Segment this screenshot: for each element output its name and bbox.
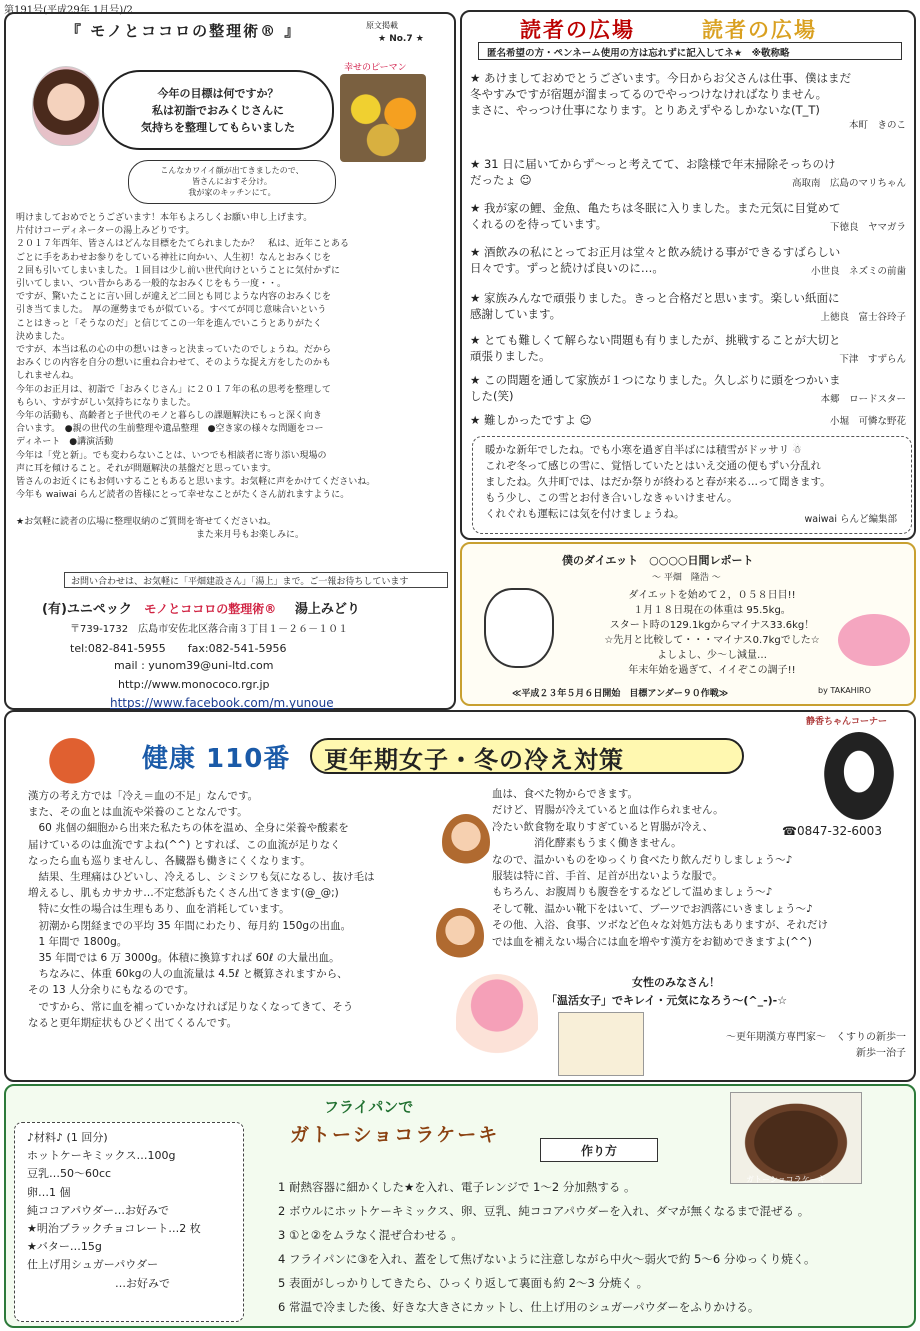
article-title: 『 モノとココロの整理術® 』 (66, 22, 302, 40)
diet-byline: by TAKAHIRO (818, 686, 871, 695)
article-sub: 原文掲載 (366, 21, 398, 30)
health-title: 健康 110番 (142, 744, 291, 774)
phone-number[interactable]: ☎0847-32-6003 (782, 824, 882, 838)
author-illustration (484, 588, 554, 668)
reader-item: ★ あけましておめでとうございます。今日からお父さんは仕事、僕はまだ 冬やすみですが宿題が溜まってるのでやっつけなければなりません。 まさに、やっつけ仕事になります。とりあえずやるしかないな(T_T) 本町 きのこ (470, 70, 910, 118)
recipe-subtitle: フライパンで (324, 1098, 414, 1116)
recipe-title: ガトーショコラケーキ (290, 1124, 500, 1146)
diet-author: ～ 平畑 隆浩 ～ (652, 573, 721, 583)
reader-item: ★ 我が家の鯉、金魚、亀たちは冬眠に入りました。また元気に目覚めて くれるのを待っています。 下徳良 ヤマガラ (470, 200, 910, 232)
editor-note: 暖かな新年でしたね。でも小寒を過ぎ自半ばには積雪がドッサリ ☃ これぞ冬って感じの雪に、覚悟していたとはいえ交通の便もずい分乱れ ましたね。久井町では、はだか祭りが終わると春が来る…って聞きます。 もう少し、この雪とお付き合いしなきゃいけません。 くれぐれも運転には気を付けましょうね。 waiwai らんど編集部 (472, 436, 912, 534)
recipe-step: 6 常温で冷ました後、好きな大きさにカットし、仕上げ用のシュガーパウダーをふりかける。 (278, 1300, 760, 1314)
pepper-photo (340, 74, 426, 162)
recipe-step: 2 ボウルにホットケーキミックス、卵、豆乳、純ココアパウダーを入れ、ダマが無くなるまで混ぜる 。 (278, 1204, 810, 1218)
diet-report (460, 542, 916, 706)
address: 〒739-1732 広島市安佐北区落合南３丁目１－２６－１０１ (70, 624, 349, 635)
facebook-link[interactable]: https://www.facebook.com/m.yunoue (110, 696, 334, 710)
company-name: (有)ユニペック (42, 602, 132, 617)
women-heading: 女性のみなさん！ (632, 976, 720, 989)
towel-woman-illustration (456, 974, 538, 1064)
reader-item: ★ とても難しくて解らない問題も有りましたが、挑戦することが大切と 頑張りました。 下津 すずらん (470, 332, 910, 364)
girl-illustration (442, 814, 490, 870)
cake-photo (730, 1092, 862, 1184)
reader-item: ★ 31 日に届いてからず～っと考えてて、お陰様で年末掃除そっちのけ だったょ ☺ 高取南 広島のマリちゃん (470, 156, 910, 188)
cold-girl-illustration (436, 908, 484, 964)
pig-illustration (838, 614, 910, 666)
how-to-heading: 作り方 (540, 1138, 658, 1162)
expert-name: 新歩一治子 (856, 1048, 906, 1059)
reader-name: 小堀 可憐な野花 (829, 416, 906, 427)
health-headline: 更年期女子・冬の冷え対策 (310, 738, 744, 774)
company-brand: モノとココロの整理術® (144, 602, 277, 616)
onkatsu-slogan: 「温活女子」でキレイ・元気になろう～(^_-)-☆ (546, 994, 788, 1007)
reader-item: ★ 家族みんなで頑張りました。きっと合格だと思います。楽しい紙面に 感謝しています。 上徳良 富士谷玲子 (470, 290, 910, 322)
editor-sign: waiwai らんど編集部 (804, 514, 897, 525)
recipe-step: 5 表面がしっかりしてきたら、ひっくり返して裏面も約 2～3 分焼く 。 (278, 1276, 649, 1290)
website-link[interactable]: http://www.monococo.rgr.jp (118, 678, 270, 691)
tel-fax: tel:082-841-5955 fax:082-541-5956 (70, 642, 287, 655)
organizing-article (4, 12, 456, 710)
company-line (42, 598, 360, 617)
recipe-step: 3 ①と②をムラなく混ぜ合わせる 。 (278, 1228, 463, 1242)
reader-item: ★ この問題を通して家族が１つになりました。久しぶりに頭をつかいま した(笑) 本郷 ロードスター (470, 372, 910, 404)
diet-title: 僕のダイエット ○○○○日間レポート (562, 554, 754, 567)
article-number: ★ No.7 ★ (378, 34, 424, 44)
recipe-step: 4 フライパンに③を入れ、蓋をして焦げないように注意しながら中火～弱火で約 5～6 分ゆっくり焼く。 (278, 1252, 816, 1266)
contact-note: お問い合わせは、お気軽に「平畑建設さん」「湯上」まで。ご一報お待ちしています (64, 572, 448, 588)
recipe-section (4, 1084, 916, 1328)
reader-item: ★ 難しかったですよ ☺ 小堀 可憐な野花 (470, 412, 910, 428)
reader-name: 本郷 ロードスター (820, 394, 906, 405)
reader-name: 小世良 ネズミの前歯 (810, 266, 906, 277)
issue-header: 第191号(平成29年 1月号)/2 (4, 5, 133, 16)
health-right-text: 血は、食べた物からできます。 だけど、胃腸が冷えていると血は作られません。 冷たい飲食物を取りすぎていると胃腸が冷え、 消化酵素もうまく働きません。 なので、温かいものをゆっくり食べたり飲んだりしましょう～♪ 服装は特に首、手首、足首が出ないような服で。 もちろん、お腹周りも腹巻をするなどして温めましょう～♪ そして靴、温かい靴下をはいて、ブーツでお洒落にいきましょう～♪ その他、入浴、食事、ツボなど色々な対処方法もありますが、それだけ では血を補えない場合には血を増やす漢方をお勧めできますよ(^^) (492, 788, 828, 948)
cake-photo-label: ガトーショコラケーキ (746, 1175, 826, 1184)
reader-notice: 匿名希望の方・ペンネーム使用の方は忘れずに記入してネ★ ※敬称略 (478, 42, 902, 60)
reader-title: 読者の広場 (520, 18, 635, 42)
reader-name: 本町 きのこ (848, 120, 906, 131)
corner-label: 静香ちゃんコーナー (806, 717, 888, 727)
reader-name: 上徳良 富士谷玲子 (820, 312, 906, 323)
reader-name: 下津 すずらん (839, 354, 906, 365)
author-photo (32, 66, 100, 146)
reader-name: 下徳良 ヤマガラ (829, 222, 906, 233)
reader-plaza (460, 10, 916, 540)
expert-title: ～更年期漢方専門家～ くすりの新歩一 (726, 1032, 906, 1043)
diet-body: ダイエットを始めて２，０５８日目!! １月１８日現在の体重は 95.5kg。 スタート時の129.1kgからマイナス33.6kg！ ☆先月と比較して・・・マイナス0.7kgでした☆ よしよし、少～し減量… 年末年始を過ぎて、イイぞこの調子!! (604, 590, 820, 676)
pepper-label: 幸せのピーマン (344, 63, 407, 73)
photo-caption: こんなカワイイ顔が出てきましたので、 皆さんにおすそ分け。 我が家のキッチンにて。 (128, 160, 336, 204)
reader-title-shadow: 読者の広場 (702, 18, 817, 42)
article-body: 明けましておめでとうございます！本年もよろしくお願い申し上げます。 片付けコーディネーターの湯上みどりです。 ２０１７年西年、皆さんはどんな目標をたてられましたか？ 私は、近年ことある ごとに手をあわせお参りをしている神社に向かい、人生初！なんとおみくじを ２回も引いてしまいました。１回目は少し前い世代向けということに気付かずに 引いてしまい、つい昔からある一般的なおみくじをもう一度・・。 ですが、驚いたことに言い回しが違えど二回とも同じような内容のおみくじを 引き当てました。 厚の運勢までもが似ている。すべてが同じ意味合いという ことはきっと「そうなのだ」と信じてこの一年を進んでいこうとありがたく 決めました。 ですが、本当は私の心の中の想いはきっと決まっていたのでしょうね。だから おみくじの内容を自分の想いに重ね合わせて、そのような捉え方をしたのかも しれませんね。 今年のお正月は、初詣で「おみくじさん」に２０１７年の私の思考を整理して もらい、すがすがしい気持ちになりました。 今年の活動も、高齢者と子世代のモノと暮らしの課題解決にもっと深く向き 合います。 ●親の世代の生前整理や遺品整理 ●空き家の様々な問題をコー ディネート ●講演活動 今年は「党と新」。でも変わらないことは、いつでも相談者に寄り添い現場の 声に耳を傾けること。それが問題解決の基盤だと思っています。 皆さんのお近くにもお伺いすることもあると思います。お気軽に声をかけてくださいね。 今年も waiwai らんど読者の皆様にとって幸せなことがたくさん訪れますように。 ★お気軽に読者の広場に整理収納のご質問を寄せてくださいね。 また来月号もお楽しみに。 (16, 213, 376, 540)
health-section (4, 710, 916, 1082)
health-left-text: 漢方の考え方では「冷え＝血の不足」なんです。 また、その血とは血流や栄養のことなんです。 60 兆個の細胞から出来た私たちの体を温め、全身に栄養や酸素を 届けているのは血流ですよね(^^) とすれば、この血流が足りなく なったら血も巡りませんし、各臓器も働きにくくなります。 結果、生理痛はひどいし、冷えるし、シミシワも気になるし、抜け毛は 増えるし、肌もカサカサ…不定愁訴もたくさん出てきます(@_@;) 特に女性の場合は生理もあり、血を消耗しています。 初潮から閉経までの平均 35 年間にわたり、毎月約 150gの出血。 1 年間で 1800g。 35 年間では 6 万 3000g。体積に換算すれば 60ℓ の大量出血。 ちなみに、体重 60kgの人の血流量は 4.5ℓ と概算されますから、 その 13 人分余りにもなるのです。 ですから、常に血を補っていかなければ足りなくなってきて、そう なると更年期症状もひどく出てくるんです。 (28, 790, 375, 1029)
cartoon-illustration (558, 1012, 644, 1076)
recipe-step: 1 耐熱容器に細かくした★を入れ、電子レンジで 1～2 分加熱する 。 (278, 1180, 636, 1194)
teapot-illustration (28, 726, 116, 784)
person-name: 湯上みどり (294, 602, 360, 617)
mail[interactable]: mail : yunom39@uni-ltd.com (114, 659, 274, 672)
diet-footer: ≪平成２３年５月６日開始 目標アンダー９０作戦≫ (512, 689, 729, 699)
ingredients-list: ♪材料♪ (1 回分) ホットケーキミックス…100g 豆乳…50～60cc 卵…1 個 純ココアパウダー…お好みで ★明治ブラックチョコレート…2 枚 ★バター…15g 仕上げ用シュガーパウダー …お好みで (14, 1122, 244, 1322)
reader-item: ★ 酒飲みの私にとってお正月は堂々と飲み続ける事ができるすばらしい 日々です。ずっと続けば良いのに…。 小世良 ネズミの前歯 (470, 244, 910, 276)
reader-name: 高取南 広島のマリちゃん (791, 178, 906, 189)
speech-bubble: 今年の目標は何ですか？ 私は初詣でおみくじさんに 気持ちを整理してもらいました (102, 70, 334, 150)
